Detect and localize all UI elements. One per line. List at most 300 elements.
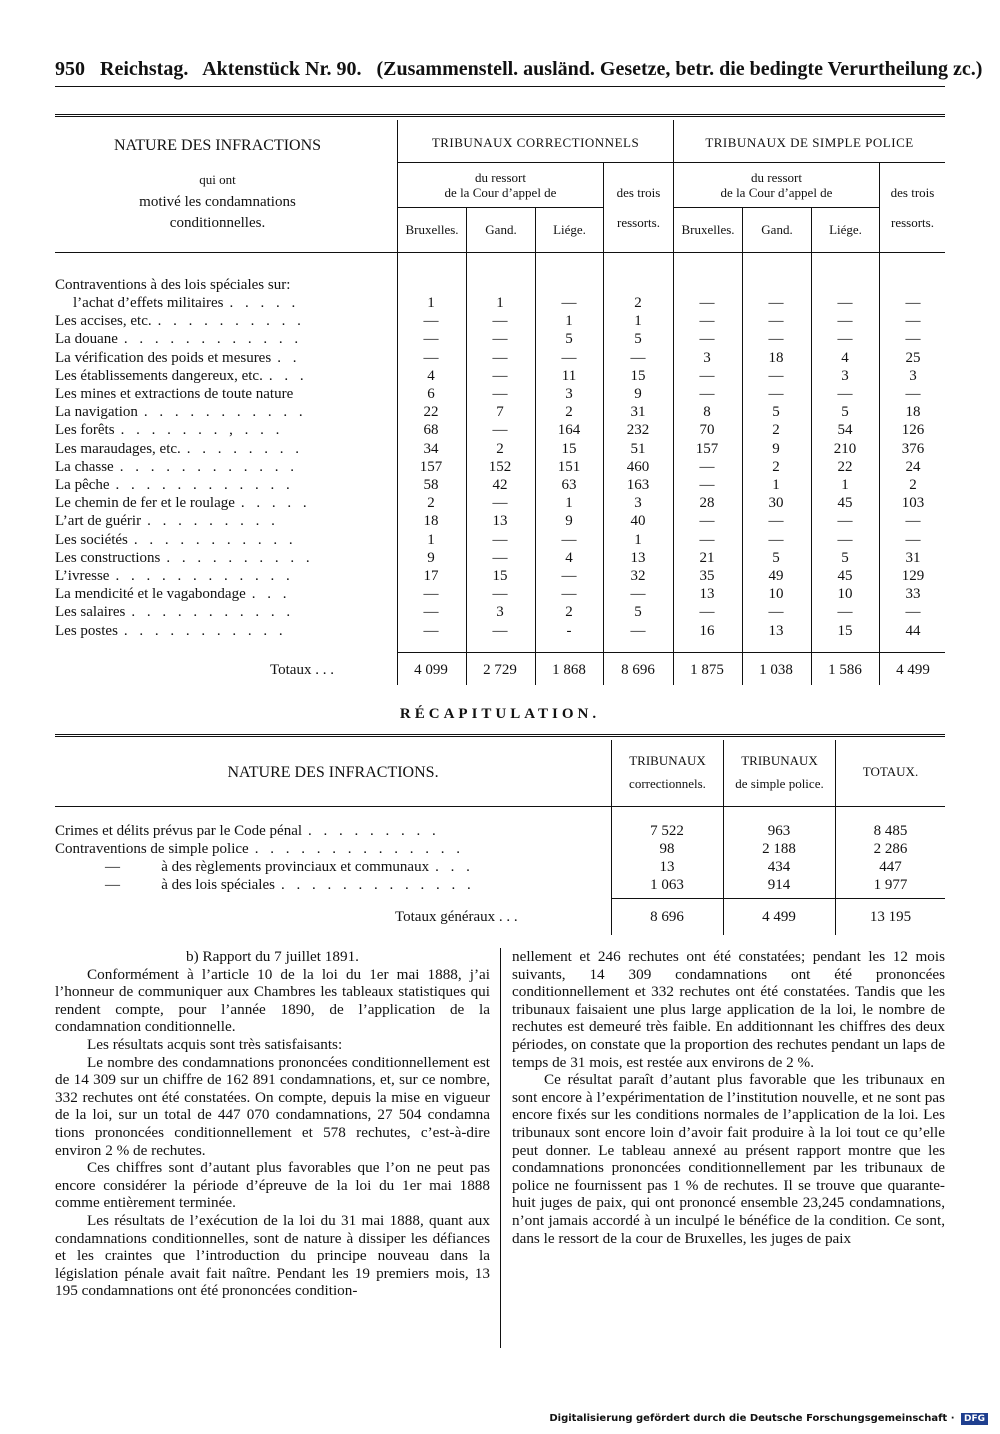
recap-cell: 434 bbox=[767, 859, 791, 875]
table-cell: — bbox=[699, 604, 715, 621]
total-cell: 8 696 bbox=[621, 662, 655, 678]
table-cell: — bbox=[768, 331, 784, 348]
page-number: 950 bbox=[55, 58, 85, 80]
trois-police-1: des trois bbox=[890, 185, 935, 200]
recap-row-label bbox=[55, 876, 595, 894]
table-cell: — bbox=[630, 586, 646, 603]
table-cell: — bbox=[699, 477, 715, 493]
table-cell: — bbox=[768, 531, 784, 548]
table-cell: — bbox=[768, 313, 784, 330]
recap-total-cell: 4 499 bbox=[762, 909, 796, 925]
table-cell: 44 bbox=[905, 622, 921, 639]
recap-cell: 447 bbox=[879, 859, 902, 875]
table-cell: 42 bbox=[492, 477, 508, 493]
table-cell: 45 bbox=[837, 568, 853, 584]
recap-cell: 1 063 bbox=[650, 877, 684, 893]
table-cell: 9 bbox=[427, 549, 435, 566]
table-cell: 163 bbox=[626, 477, 650, 493]
recap-cell: 963 bbox=[767, 823, 791, 839]
row-leader-dots: . . . . . . . . . . bbox=[157, 313, 305, 330]
recap-col-police-1: TRIBUNAUX bbox=[741, 753, 818, 768]
row-leader-dots: . . . . . . . . . . bbox=[166, 549, 314, 566]
row-label-text: Les maraudages, etc. bbox=[55, 440, 181, 457]
table-top-rule bbox=[55, 114, 945, 117]
table-intro-row bbox=[55, 276, 945, 294]
recap-leader-dots: . . . . . . . . . . . . . bbox=[280, 877, 475, 893]
table-cell: 376 bbox=[901, 440, 925, 457]
table-cell: — bbox=[423, 604, 439, 621]
row-label-text: La mendicité et le vagabondage bbox=[55, 586, 246, 603]
table-cell: 4 bbox=[841, 349, 849, 366]
header-title-aktenstueck: Aktenstück Nr. 90. bbox=[202, 58, 362, 80]
table-cell: 45 bbox=[837, 495, 853, 512]
table-cell: — bbox=[699, 531, 715, 548]
table-row bbox=[55, 421, 945, 439]
table-cell: — bbox=[768, 513, 784, 530]
row-leader-dots: . . . . . . . . . bbox=[147, 513, 279, 530]
table-cell: 15 bbox=[561, 440, 577, 457]
row-leader-dots: . . . bbox=[268, 367, 308, 384]
paragraph: Les résultats acquis sont très satisfaisants: bbox=[87, 1035, 343, 1053]
table-cell: — bbox=[905, 386, 921, 402]
recap-row bbox=[55, 840, 945, 858]
table-cell: — bbox=[630, 349, 646, 366]
table-cell: 151 bbox=[557, 458, 581, 475]
table-cell: 1 bbox=[496, 295, 504, 311]
table-hline bbox=[674, 207, 879, 208]
table-cell: 33 bbox=[905, 586, 921, 603]
row-label-text: La vérification des poids et mesures bbox=[55, 349, 272, 366]
row-label-text: Les mines et extractions de toute nature bbox=[55, 386, 294, 402]
footer-text: Digitalisierung gefördert durch die Deutsche Forschungsgemeinschaft · bbox=[549, 1413, 955, 1424]
table-row bbox=[55, 294, 945, 312]
table-cell: — bbox=[492, 586, 508, 603]
row-leader-dots: . . bbox=[277, 349, 301, 366]
row-label bbox=[55, 367, 385, 385]
table-cell: 5 bbox=[841, 404, 849, 421]
table-cell: 5 bbox=[772, 404, 780, 421]
col-nature-sub1: qui ont bbox=[199, 172, 236, 187]
row-label-text: Les salaires bbox=[55, 604, 126, 621]
table-row bbox=[55, 476, 945, 494]
table-row bbox=[55, 585, 945, 603]
table-row bbox=[55, 512, 945, 530]
table-cell: — bbox=[837, 386, 853, 402]
recap-totals-rule bbox=[612, 898, 945, 899]
row-label bbox=[55, 622, 385, 640]
table-cell: 13 bbox=[492, 513, 508, 530]
table-cell: — bbox=[492, 367, 508, 384]
row-label bbox=[55, 458, 385, 476]
table-cell: 7 bbox=[496, 404, 504, 421]
table-row bbox=[55, 622, 945, 640]
row-label-text: L’ivresse bbox=[55, 568, 110, 584]
table-cell: 9 bbox=[565, 513, 573, 530]
table-cell: — bbox=[492, 495, 508, 512]
recap-row-label-text: Contraventions de simple police bbox=[55, 841, 249, 857]
table-row bbox=[55, 403, 945, 421]
table-cell: 68 bbox=[423, 422, 439, 439]
table-cell: — bbox=[492, 331, 508, 348]
table-hline bbox=[398, 162, 945, 163]
recap-totals-row bbox=[55, 908, 945, 926]
row-label-text: La pêche bbox=[55, 477, 110, 493]
table-cell: 3 bbox=[496, 604, 504, 621]
col-nature-sub2: motivé les condamnations bbox=[139, 194, 296, 210]
table-cell: 5 bbox=[634, 604, 642, 621]
table-cell: — bbox=[561, 586, 577, 603]
table-row bbox=[55, 440, 945, 458]
recap-cell: 98 bbox=[659, 841, 675, 857]
table-cell: 1 bbox=[427, 531, 435, 548]
table-cell: — bbox=[699, 313, 715, 330]
table-cell: 5 bbox=[565, 331, 573, 348]
table-cell: 2 bbox=[634, 295, 642, 311]
row-label bbox=[55, 330, 385, 348]
paragraph: Les résultats de l’exécution de la loi du 31 mai 1888, quant aux condamnations conditionnelles, sont de nature à dissiper les défiances et les craintes que l’introduction du principe nouveau dans la législation pénale avait fait naître. Pendant les 19 premiers mois, 13 195 condamnations ont été prononcées condition- bbox=[55, 1211, 490, 1300]
row-leader-dots: . . . bbox=[251, 586, 291, 603]
table-cell: — bbox=[699, 331, 715, 348]
table-row bbox=[55, 494, 945, 512]
row-label-text: La navigation bbox=[55, 404, 138, 421]
row-leader-dots: . . . . . . . . . . . bbox=[131, 604, 295, 621]
row-label-text: Le chemin de fer et le roulage bbox=[55, 495, 235, 512]
table-cell: — bbox=[699, 458, 715, 475]
table-cell: 30 bbox=[768, 495, 784, 512]
total-cell: 1 868 bbox=[552, 662, 586, 678]
table-cell: — bbox=[837, 513, 853, 530]
row-label bbox=[55, 512, 385, 530]
recap-leader-dots: . . . bbox=[435, 859, 474, 875]
total-cell: 4 499 bbox=[896, 662, 930, 678]
row-label-text: Les postes bbox=[55, 622, 118, 639]
recap-cell: 8 485 bbox=[873, 823, 908, 839]
table-cell: — bbox=[768, 604, 784, 621]
text-column-left bbox=[55, 948, 490, 1300]
table-cell: 10 bbox=[837, 586, 853, 603]
table-cell: 21 bbox=[699, 549, 715, 566]
row-label bbox=[55, 476, 385, 494]
paragraph: Ces chiffres sont d’autant plus favorables que l’on ne peut pas encore considérer la période d’épreuve de la loi du 1er mai 1888 comme entièrement terminée. bbox=[55, 1159, 490, 1212]
table-cell: 28 bbox=[699, 495, 715, 512]
recap-cell: 1 977 bbox=[873, 877, 908, 893]
row-label bbox=[55, 603, 385, 621]
recap-row bbox=[55, 822, 945, 840]
table-cell: — bbox=[561, 349, 577, 366]
table-cell: — bbox=[492, 386, 508, 402]
table-cell: 1 bbox=[565, 313, 573, 330]
table-cell: — bbox=[423, 622, 439, 639]
table-cell: 1 bbox=[772, 477, 780, 493]
header-rule bbox=[55, 86, 945, 87]
group-police: TRIBUNAUX DE SIMPLE POLICE bbox=[705, 135, 914, 150]
row-label bbox=[55, 385, 385, 403]
total-cell: 1 875 bbox=[690, 662, 724, 678]
table-cell: 13 bbox=[630, 549, 646, 566]
table-cell: 34 bbox=[423, 440, 439, 457]
row-label bbox=[55, 440, 385, 458]
row-leader-dots: . . . . . . . . . . . bbox=[133, 531, 297, 548]
row-leader-dots: . . . . . . . . . . . . bbox=[119, 458, 298, 475]
recap-title: RÉCAPITULATION. bbox=[399, 706, 601, 722]
total-cell: 4 099 bbox=[414, 662, 448, 678]
table-cell: — bbox=[630, 622, 646, 639]
recap-row-label bbox=[55, 858, 595, 876]
city-bruxelles-corr: Bruxelles. bbox=[405, 222, 459, 237]
table-cell: 70 bbox=[699, 422, 715, 439]
header-title-subject: (Zusammenstell. ausländ. Gesetze, betr. die bedingte Verurtheilung zc.) bbox=[376, 58, 983, 80]
table-cell: 210 bbox=[833, 440, 857, 457]
table-cell: 126 bbox=[901, 422, 925, 439]
row-label bbox=[55, 312, 385, 330]
table-cell: — bbox=[768, 367, 784, 384]
table-row bbox=[55, 349, 945, 367]
table-row bbox=[55, 603, 945, 621]
recap-row bbox=[55, 876, 945, 894]
recap-col-corr-1: TRIBUNAUX bbox=[629, 753, 706, 768]
table-cell: 1 bbox=[634, 313, 642, 330]
recap-row-label-text: — à des lois spéciales bbox=[105, 877, 275, 893]
table-cell: — bbox=[492, 349, 508, 366]
table-cell: 2 bbox=[772, 422, 780, 439]
table-cell: 1 bbox=[841, 477, 849, 493]
total-cell: 2 729 bbox=[483, 662, 517, 678]
table-cell: 18 bbox=[768, 349, 784, 366]
row-label-text: L’art de guérir bbox=[55, 513, 142, 530]
table-cell: 18 bbox=[905, 404, 921, 421]
recap-row-label bbox=[55, 822, 595, 840]
trois-corr-1: des trois bbox=[616, 185, 661, 200]
table-cell: 25 bbox=[905, 349, 921, 366]
row-leader-dots: . . . . . . . . . . . bbox=[143, 404, 307, 421]
paragraph: nellement et 246 rechutes ont été constatées; pendant les 12 mois suivants, 14 309 condamnations ont été prononcées conditionnellement et 332 rechutes ont été constatées. Tandis que les tribunaux faisaient une plus large application de la loi, le nombre de rechutes est demeuré très faible. En additionnant les chiffres des deux périodes, on constate que la proportion des rechutes pendant un laps de temps de 31 mois, est restée aux environs de 2 %. bbox=[512, 948, 945, 1071]
table-cell: — bbox=[905, 331, 921, 348]
table-row bbox=[55, 312, 945, 330]
table-cell: 15 bbox=[837, 622, 853, 639]
recap-cell: 914 bbox=[767, 877, 791, 893]
table-cell: 2 bbox=[565, 604, 573, 621]
row-label-text: Les sociétés bbox=[55, 531, 128, 548]
city-gand-police: Gand. bbox=[761, 222, 793, 237]
recap-top-rule bbox=[55, 734, 945, 737]
city-liege-corr: Liége. bbox=[553, 222, 586, 237]
row-label bbox=[55, 421, 385, 439]
table-cell: 2 bbox=[496, 440, 504, 457]
table-cell: 232 bbox=[626, 422, 650, 439]
table-cell: — bbox=[905, 513, 921, 530]
text-column-right bbox=[512, 948, 945, 1247]
table-cell: 17 bbox=[423, 568, 439, 584]
table-cell: — bbox=[905, 313, 921, 330]
row-label-text: La douane bbox=[55, 331, 118, 348]
trois-corr-2: ressorts. bbox=[617, 215, 660, 230]
table-row bbox=[55, 385, 945, 403]
table-cell: 15 bbox=[492, 568, 508, 584]
intro-label: Contraventions à des lois spéciales sur: bbox=[55, 277, 291, 293]
col-nature-sub3: conditionnelles. bbox=[169, 215, 266, 231]
table-cell: 32 bbox=[630, 568, 646, 584]
table-cell: — bbox=[423, 349, 439, 366]
row-leader-dots: . . . . . . . . . . . . bbox=[115, 568, 294, 584]
table-cell: — bbox=[492, 422, 508, 439]
table-cell: 3 bbox=[841, 367, 849, 384]
row-label bbox=[55, 531, 385, 549]
table-cell: 1 bbox=[565, 495, 573, 512]
recap-col-nature: NATURE DES INFRACTIONS. bbox=[227, 764, 439, 781]
recap-cell: 2 188 bbox=[762, 841, 796, 857]
row-label-text: l’achat d’effets militaires bbox=[73, 295, 224, 311]
recap-row bbox=[55, 858, 945, 876]
row-leader-dots: . . . . . . . , . . . bbox=[120, 422, 284, 439]
recap-cell: 7 522 bbox=[650, 823, 684, 839]
col-nature-title: NATURE DES INFRACTIONS bbox=[113, 137, 322, 154]
totals-row bbox=[55, 661, 945, 679]
group-correctionnels: TRIBUNAUX CORRECTIONNELS bbox=[431, 135, 640, 150]
recap-totals-label: Totaux généraux . . . bbox=[395, 909, 518, 925]
header-title-reichstag: Reichstag. bbox=[100, 58, 189, 80]
ressort-corr-1: du ressort bbox=[475, 170, 526, 185]
row-label bbox=[55, 494, 385, 512]
recap-total-cell: 13 195 bbox=[869, 909, 912, 925]
report-heading: b) Rapport du 7 juillet 1891. bbox=[186, 948, 359, 965]
row-leader-dots: . . . . . . . . . . . bbox=[123, 622, 287, 639]
row-label bbox=[55, 567, 385, 585]
table-cell: 54 bbox=[837, 422, 853, 439]
row-label-text: Les constructions bbox=[55, 549, 161, 566]
recap-col-corr-2: correctionnels. bbox=[629, 776, 706, 791]
table-cell: — bbox=[837, 295, 853, 311]
table-cell: 5 bbox=[841, 549, 849, 566]
table-cell: — bbox=[837, 531, 853, 548]
table-cell: 2 bbox=[909, 477, 917, 493]
table-cell: 3 bbox=[909, 367, 917, 384]
table-cell: 58 bbox=[423, 477, 439, 493]
recap-col-police-2: de simple police. bbox=[735, 776, 824, 791]
table-cell: — bbox=[492, 531, 508, 548]
recap-header-rule bbox=[55, 806, 945, 807]
table-cell: — bbox=[905, 295, 921, 311]
table-cell: — bbox=[492, 313, 508, 330]
table-cell: — bbox=[561, 568, 577, 584]
table-cell: — bbox=[423, 331, 439, 348]
table-cell: — bbox=[768, 386, 784, 402]
row-label bbox=[55, 403, 385, 421]
table-cell: — bbox=[699, 513, 715, 530]
row-label-text: Les accises, etc. bbox=[55, 313, 152, 330]
table-cell: 2 bbox=[772, 458, 780, 475]
table-cell: 35 bbox=[699, 568, 715, 584]
total-cell: 1 586 bbox=[828, 662, 862, 678]
table-cell: 3 bbox=[565, 386, 573, 402]
row-leader-dots: . . . . . . . . bbox=[186, 440, 304, 457]
table-cell: — bbox=[492, 549, 508, 566]
table-cell: — bbox=[699, 367, 715, 384]
table-cell: 1 bbox=[427, 295, 435, 311]
table-cell: — bbox=[837, 313, 853, 330]
totals-label: Totaux . . . bbox=[270, 662, 334, 678]
row-leader-dots: . . . . . bbox=[240, 495, 311, 512]
row-leader-dots: . . . . . . . . . . . . bbox=[115, 477, 294, 493]
row-label-text: Les forêts bbox=[55, 422, 115, 439]
recap-row-label bbox=[55, 840, 595, 858]
table-cell: 2 bbox=[565, 404, 573, 421]
table-cell: 2 bbox=[427, 495, 435, 512]
table-cell: 31 bbox=[630, 404, 646, 421]
table-cell: 11 bbox=[561, 367, 577, 384]
table-cell: 51 bbox=[630, 440, 646, 457]
table-row bbox=[55, 367, 945, 385]
table-cell: 49 bbox=[768, 568, 784, 584]
row-label bbox=[55, 294, 385, 312]
recap-row-label-text: Crimes et délits prévus par le Code pénal bbox=[55, 823, 303, 839]
row-label bbox=[55, 349, 385, 367]
paragraph: Conformément à l’article 10 de la loi du 1er mai 1888, j’ai l’honneur de communiquer aux Chambres les tableaux statistiques qui rendent compte, pour l’année 1890, de l’application de la condamnation conditionnelle. bbox=[55, 965, 490, 1036]
totals-rule bbox=[398, 652, 945, 653]
total-cell: 1 038 bbox=[759, 662, 793, 678]
table-cell: — bbox=[561, 295, 577, 311]
table-cell: 40 bbox=[630, 513, 646, 530]
paragraph: Le nombre des condamnations prononcées conditionnellement est de 14 309 sur un chiffre de 162 891 condamnations, et, sur ce nombre, 332 rechutes ont été constatées. On compte, depuis la mise en vigueur de la loi, sur un total de 447 070 condamnations, 27 504 condamna tions prononcées conditionnellement et 578 rechutes, c’est-à-dire environ 2 % de rechutes. bbox=[55, 1053, 490, 1159]
dfg-logo: DFG bbox=[961, 1413, 988, 1425]
table-cell: 24 bbox=[905, 458, 921, 475]
table-cell: 63 bbox=[561, 477, 577, 493]
recap-row-label-text: — à des règlements provinciaux et communaux bbox=[105, 859, 430, 875]
table-row bbox=[55, 458, 945, 476]
recap-cell: 13 bbox=[659, 859, 675, 875]
table-cell: 157 bbox=[695, 440, 719, 457]
table-cell: — bbox=[423, 313, 439, 330]
digitization-footer bbox=[549, 1413, 988, 1425]
table-row bbox=[55, 549, 945, 567]
table-cell: 103 bbox=[901, 495, 925, 512]
table-cell: 5 bbox=[634, 331, 642, 348]
table-cell: 3 bbox=[634, 495, 642, 512]
table-cell: 129 bbox=[901, 568, 925, 584]
recap-leader-dots: . . . . . . . . . bbox=[308, 823, 440, 839]
city-gand-corr: Gand. bbox=[485, 222, 517, 237]
row-label bbox=[55, 585, 385, 603]
city-bruxelles-police: Bruxelles. bbox=[681, 222, 735, 237]
paragraph: Ce résultat paraît d’autant plus favorable que les tribunaux en sont encore à l’expérimentation de l’institution nouvelle, et ne sont pas encore fixés sur les conditions normales de l’application de la loi. Les tribunaux sont encore loin d’avoir fait produire à la loi tout ce qu’elle peut donner. Le tableau annexé au présent rapport montre que les condamnations prononcées conditionnellement par les tribunaux de police ne fournissent pas 1 % de rechutes. Il se trouve que quarante-huit juges de paix, qui ont prononcé ensemble 23,245 condamnations, n’ont jamais accordé à un inculpé le bénéfice de la condition. Ce sont, dans le ressort de la cour de Bruxelles, les juges de paix bbox=[512, 1071, 945, 1247]
table-cell: 22 bbox=[423, 404, 439, 421]
table-row bbox=[55, 531, 945, 549]
table-cell: — bbox=[699, 386, 715, 402]
city-liege-police: Liége. bbox=[829, 222, 862, 237]
ressort-police-2: de la Cour d’appel de bbox=[720, 185, 833, 200]
table-cell: 4 bbox=[427, 367, 435, 384]
table-cell: 4 bbox=[565, 549, 573, 566]
row-leader-dots: . . . . . bbox=[229, 295, 300, 311]
table-cell: 15 bbox=[630, 367, 646, 384]
table-row bbox=[55, 567, 945, 585]
table-cell: 164 bbox=[557, 422, 581, 439]
table-cell: 460 bbox=[626, 458, 650, 475]
ressort-police-1: du ressort bbox=[751, 170, 802, 185]
table-cell: — bbox=[561, 531, 577, 548]
table-cell: 31 bbox=[905, 549, 921, 566]
table-cell: — bbox=[768, 295, 784, 311]
table-cell: — bbox=[837, 331, 853, 348]
table-cell: 9 bbox=[634, 386, 642, 402]
table-row bbox=[55, 330, 945, 348]
table-cell: — bbox=[423, 586, 439, 603]
row-leader-dots: . . . . . . . . . . . . bbox=[123, 331, 303, 348]
table-cell: 13 bbox=[699, 586, 715, 603]
row-label-text: La chasse bbox=[55, 458, 114, 475]
page-header bbox=[55, 58, 983, 81]
trois-police-2: ressorts. bbox=[891, 215, 934, 230]
table-cell: 5 bbox=[772, 549, 780, 566]
